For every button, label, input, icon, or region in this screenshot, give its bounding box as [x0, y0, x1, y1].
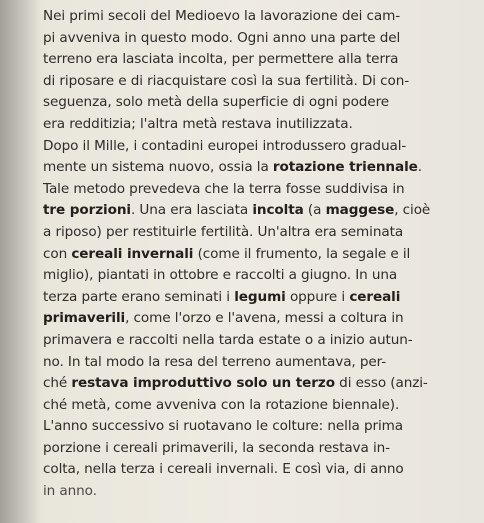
bold-term: primaverili — [43, 310, 126, 327]
page-gutter-shadow — [0, 0, 40, 523]
text-line: terreno era lasciata incolta, per permettere alla terra — [43, 51, 399, 68]
text-line: Nei primi secoli del Medioevo la lavorazione dei cam- — [43, 8, 401, 24]
bold-term: rotazione triennale — [272, 159, 418, 176]
text-line: mente un sistema nuovo, ossia la rotazione triennale. — [43, 159, 422, 176]
text-line: L'anno successivo si ruotavano le colture: nella prima — [43, 418, 404, 435]
text-line: miglio), piantati in ottobre e raccolti a giugno. In una — [43, 267, 398, 284]
text-line: pi avveniva in questo modo. Ogni anno una parte del — [43, 29, 401, 46]
text-line: ché metà, come avveniva con la rotazione biennale). — [43, 396, 400, 413]
text-line: Tale metodo prevedeva che la terra fosse suddivisa in — [43, 180, 405, 197]
bold-term: tre porzioni — [43, 202, 131, 219]
text-line: con cereali invernali (come il frumento, la segale e il — [43, 245, 411, 262]
bold-term: cereali invernali — [71, 245, 194, 262]
bold-term: restava improduttivo solo un terzo — [71, 375, 335, 392]
text-line: primaverili, come l'orzo e l'avena, messi a coltura in — [43, 310, 404, 327]
bold-term: cereali — [349, 288, 401, 305]
text-line: terza parte erano seminati i legumi oppure i cereali — [43, 288, 401, 305]
bold-term: incolta — [252, 202, 304, 219]
text-line: di riposare e di riacquistare così la sua fertilità. Di con- — [43, 72, 410, 89]
text-line: no. In tal modo la resa del terreno aumentava, per- — [43, 353, 387, 370]
text-line: colta, nella terza i cereali invernali. E così via, di anno — [43, 461, 404, 478]
bold-term: legumi — [234, 288, 286, 305]
text-line: era redditizia; l'altra metà restava inutilizzata. — [43, 115, 353, 132]
text-line: a riposo) per restituirle fertilità. Un'altra era seminata — [43, 223, 404, 240]
text-line: porzione i cereali primaverili, la seconda restava in- — [43, 439, 390, 456]
text-line: tre porzioni. Una era lasciata incolta (a maggese, cioè — [43, 202, 431, 219]
text-line: in anno. — [43, 483, 97, 500]
text-line: primavera e raccolti nella tarda estate o a inizio autun- — [43, 331, 413, 348]
text-line: seguenza, solo metà della superficie di ogni podere — [43, 94, 390, 111]
text-line: Dopo il Mille, i contadini europei introdussero gradual- — [43, 137, 407, 154]
page-text-column — [43, 6, 475, 503]
bold-term: maggese — [325, 202, 395, 219]
text-line: ché restava improduttivo solo un terzo di esso (anzi- — [43, 375, 428, 392]
